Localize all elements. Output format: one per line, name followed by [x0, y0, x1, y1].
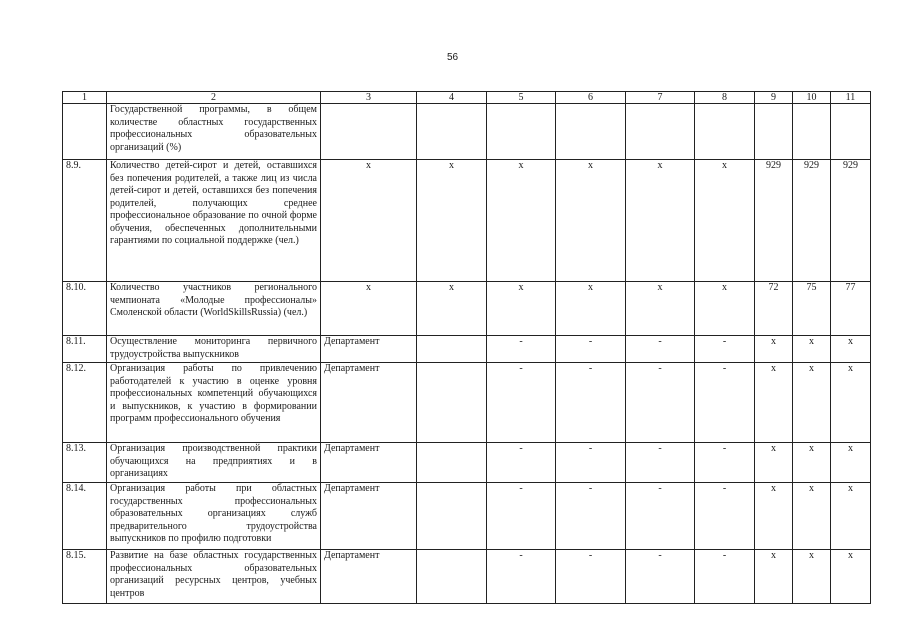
column-header: 7: [626, 92, 695, 104]
cell-col-9: x: [755, 443, 793, 483]
cell-col-7: [626, 104, 695, 160]
cell-col-3: x: [321, 160, 417, 282]
cell-col-11: x: [831, 550, 871, 604]
cell-col-7: -: [626, 443, 695, 483]
cell-col-8: x: [695, 282, 755, 336]
cell-col-10: x: [793, 336, 831, 363]
cell-col-9: x: [755, 336, 793, 363]
cell-col-8: -: [695, 336, 755, 363]
table-row: [63, 443, 871, 483]
cell-col-7: -: [626, 483, 695, 550]
row-description: Развитие на базе областных государственных профессиональных образовательных организаций ресурсных центров, учебных центров: [107, 550, 321, 604]
page-number: 56: [446, 52, 459, 63]
cell-col-9: x: [755, 363, 793, 443]
cell-col-3: Департамент: [321, 550, 417, 604]
row-description: Организация работы при областных государственных профессиональных образовательных организациях служб предварительного трудоустройства выпускников по профилю подготовки: [107, 483, 321, 550]
column-header: 2: [107, 92, 321, 104]
table-row: [63, 104, 871, 160]
cell-col-3: [321, 104, 417, 160]
cell-col-3: x: [321, 282, 417, 336]
row-number: 8.13.: [63, 443, 107, 483]
cell-col-7: x: [626, 282, 695, 336]
cell-col-11: 929: [831, 160, 871, 282]
cell-col-3: Департамент: [321, 363, 417, 443]
table-row: [63, 336, 871, 363]
row-description: Государственной программы, в общем количестве областных государственных профессиональных образовательных организаций (%): [107, 104, 321, 160]
cell-col-9: 72: [755, 282, 793, 336]
cell-col-10: x: [793, 483, 831, 550]
cell-col-7: -: [626, 336, 695, 363]
row-number: 8.9.: [63, 160, 107, 282]
cell-col-11: x: [831, 363, 871, 443]
column-header: 5: [487, 92, 556, 104]
cell-col-8: [695, 104, 755, 160]
cell-col-4: [417, 443, 487, 483]
table-header-row: [63, 92, 871, 104]
cell-col-7: -: [626, 363, 695, 443]
cell-col-5: x: [487, 160, 556, 282]
cell-col-5: x: [487, 282, 556, 336]
cell-col-4: [417, 550, 487, 604]
row-number: 8.11.: [63, 336, 107, 363]
cell-col-5: [487, 104, 556, 160]
cell-col-5: -: [487, 550, 556, 604]
cell-col-4: [417, 104, 487, 160]
row-description: Организация производственной практики обучающихся на предприятиях и в организациях: [107, 443, 321, 483]
column-header: 3: [321, 92, 417, 104]
cell-col-6: -: [556, 443, 626, 483]
cell-col-6: x: [556, 160, 626, 282]
table-row: [63, 550, 871, 604]
table-row: [63, 363, 871, 443]
cell-col-11: x: [831, 336, 871, 363]
column-header: 10: [793, 92, 831, 104]
row-number: 8.10.: [63, 282, 107, 336]
cell-col-8: -: [695, 363, 755, 443]
cell-col-8: x: [695, 160, 755, 282]
cell-col-9: x: [755, 550, 793, 604]
cell-col-8: -: [695, 550, 755, 604]
cell-col-10: x: [793, 363, 831, 443]
cell-col-4: x: [417, 282, 487, 336]
cell-col-9: 929: [755, 160, 793, 282]
column-header: 11: [831, 92, 871, 104]
row-number: 8.14.: [63, 483, 107, 550]
cell-col-6: -: [556, 363, 626, 443]
cell-col-10: 929: [793, 160, 831, 282]
cell-col-8: -: [695, 483, 755, 550]
cell-col-6: [556, 104, 626, 160]
cell-col-5: -: [487, 363, 556, 443]
table-row: [63, 160, 871, 282]
cell-col-11: 77: [831, 282, 871, 336]
cell-col-10: x: [793, 550, 831, 604]
cell-col-6: x: [556, 282, 626, 336]
cell-col-8: -: [695, 443, 755, 483]
cell-col-10: x: [793, 443, 831, 483]
column-header: 8: [695, 92, 755, 104]
row-description: Осуществление мониторинга первичного трудоустройства выпускников: [107, 336, 321, 363]
row-number: 8.12.: [63, 363, 107, 443]
column-header: 9: [755, 92, 793, 104]
cell-col-4: [417, 336, 487, 363]
cell-col-5: -: [487, 443, 556, 483]
cell-col-3: Департамент: [321, 336, 417, 363]
column-header: 1: [63, 92, 107, 104]
column-header: 6: [556, 92, 626, 104]
cell-col-9: x: [755, 483, 793, 550]
row-description: Организация работы по привлечению работодателей к участию в оценке уровня профессиональных компетенций обучающихся и выпускников, к участию в формировании программ профессионального обучения: [107, 363, 321, 443]
cell-col-7: -: [626, 550, 695, 604]
cell-col-11: x: [831, 483, 871, 550]
cell-col-11: x: [831, 443, 871, 483]
cell-col-4: [417, 483, 487, 550]
cell-col-6: -: [556, 483, 626, 550]
column-header: 4: [417, 92, 487, 104]
cell-col-9: [755, 104, 793, 160]
cell-col-6: -: [556, 336, 626, 363]
cell-col-4: x: [417, 160, 487, 282]
cell-col-4: [417, 363, 487, 443]
cell-col-7: x: [626, 160, 695, 282]
row-description: Количество детей-сирот и детей, оставшихся без попечения родителей, а также лиц из числа детей-сирот и детей, оставшихся без попечения родителей, получающих среднее профессиональное образование по очной форме обучения, обеспеченных дополнительными гарантиями по социальной поддержке (чел.): [107, 160, 321, 282]
cell-col-10: 75: [793, 282, 831, 336]
cell-col-3: Департамент: [321, 443, 417, 483]
cell-col-5: -: [487, 483, 556, 550]
row-number: 8.15.: [63, 550, 107, 604]
table-row: [63, 282, 871, 336]
cell-col-10: [793, 104, 831, 160]
row-description: Количество участников регионального чемпионата «Молодые профессионалы» Смоленской области (WorldSkillsRussia) (чел.): [107, 282, 321, 336]
table-row: [63, 483, 871, 550]
row-number: [63, 104, 107, 160]
cell-col-3: Департамент: [321, 483, 417, 550]
program-table: [62, 91, 871, 604]
cell-col-6: -: [556, 550, 626, 604]
cell-col-11: [831, 104, 871, 160]
cell-col-5: -: [487, 336, 556, 363]
